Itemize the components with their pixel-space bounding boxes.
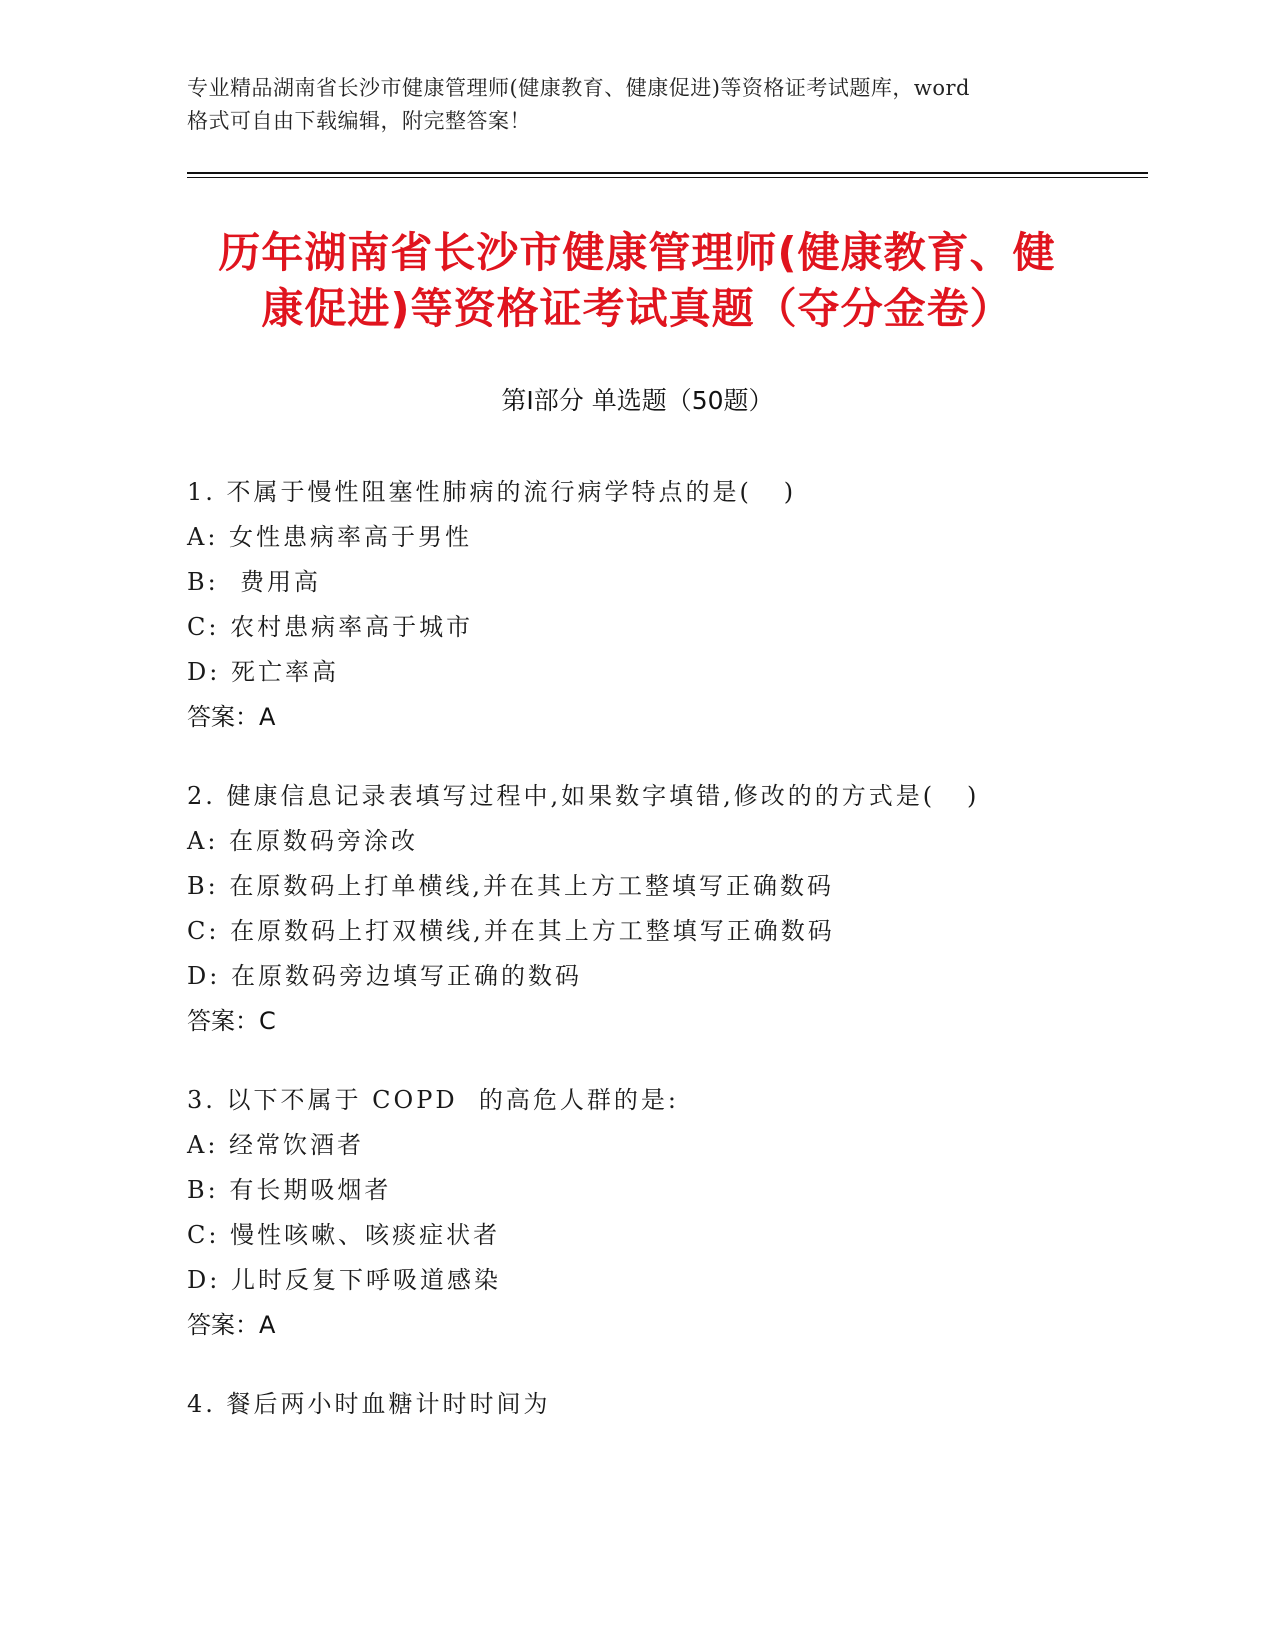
section-title: 第Ⅰ部分 单选题（50题）: [501, 386, 774, 415]
option-c: C: 在原数码上打双横线,并在其上方工整填写正确数码: [187, 917, 835, 945]
question-2: [187, 774, 1137, 1044]
document-title: [187, 225, 1087, 337]
option-d: D: 在原数码旁边填写正确的数码: [187, 962, 582, 990]
header-divider-thick: [187, 172, 1148, 174]
question-stem: 3. 以下不属于 COPD 的高危人群的是:: [187, 1086, 679, 1114]
option-b: B: 费用高: [187, 568, 321, 596]
answer: 答案：A: [187, 1311, 276, 1339]
question-stem: 2. 健康信息记录表填写过程中,如果数字填错,修改的的方式是( ): [187, 782, 980, 810]
answer: 答案：C: [187, 1007, 276, 1035]
header-divider-thin: [187, 177, 1148, 178]
option-a: A: 女性患病率高于男性: [187, 523, 473, 551]
header-note-line-2: 格式可自由下载编辑，附完整答案！: [187, 109, 531, 133]
option-b: B: 有长期吸烟者: [187, 1176, 392, 1204]
header-note-line-1: 专业精品湖南省长沙市健康管理师(健康教育、健康促进)等资格证考试题库，word: [187, 76, 970, 100]
document-title-line-1: 历年湖南省长沙市健康管理师(健康教育、健: [218, 228, 1056, 277]
question-stem: 4. 餐后两小时血糖计时时间为: [187, 1390, 551, 1418]
option-a: A: 在原数码旁涂改: [187, 827, 419, 855]
header-note: [187, 72, 1087, 138]
option-a: A: 经常饮酒者: [187, 1131, 365, 1159]
question-3: [187, 1078, 1137, 1348]
option-d: D: 死亡率高: [187, 658, 339, 686]
option-c: C: 慢性咳嗽、咳痰症状者: [187, 1221, 501, 1249]
question-stem: 1. 不属于慢性阻塞性肺病的流行病学特点的是( ): [187, 478, 797, 506]
question-list: [187, 470, 1137, 1461]
option-c: C: 农村患病率高于城市: [187, 613, 474, 641]
answer: 答案：A: [187, 703, 276, 731]
option-b: B: 在原数码上打单横线,并在其上方工整填写正确数码: [187, 872, 834, 900]
question-4: [187, 1382, 1137, 1427]
option-d: D: 儿时反复下呼吸道感染: [187, 1266, 501, 1294]
document-title-line-2: 康促进)等资格证考试真题（夺分金卷）: [261, 284, 1013, 333]
question-1: [187, 470, 1137, 740]
